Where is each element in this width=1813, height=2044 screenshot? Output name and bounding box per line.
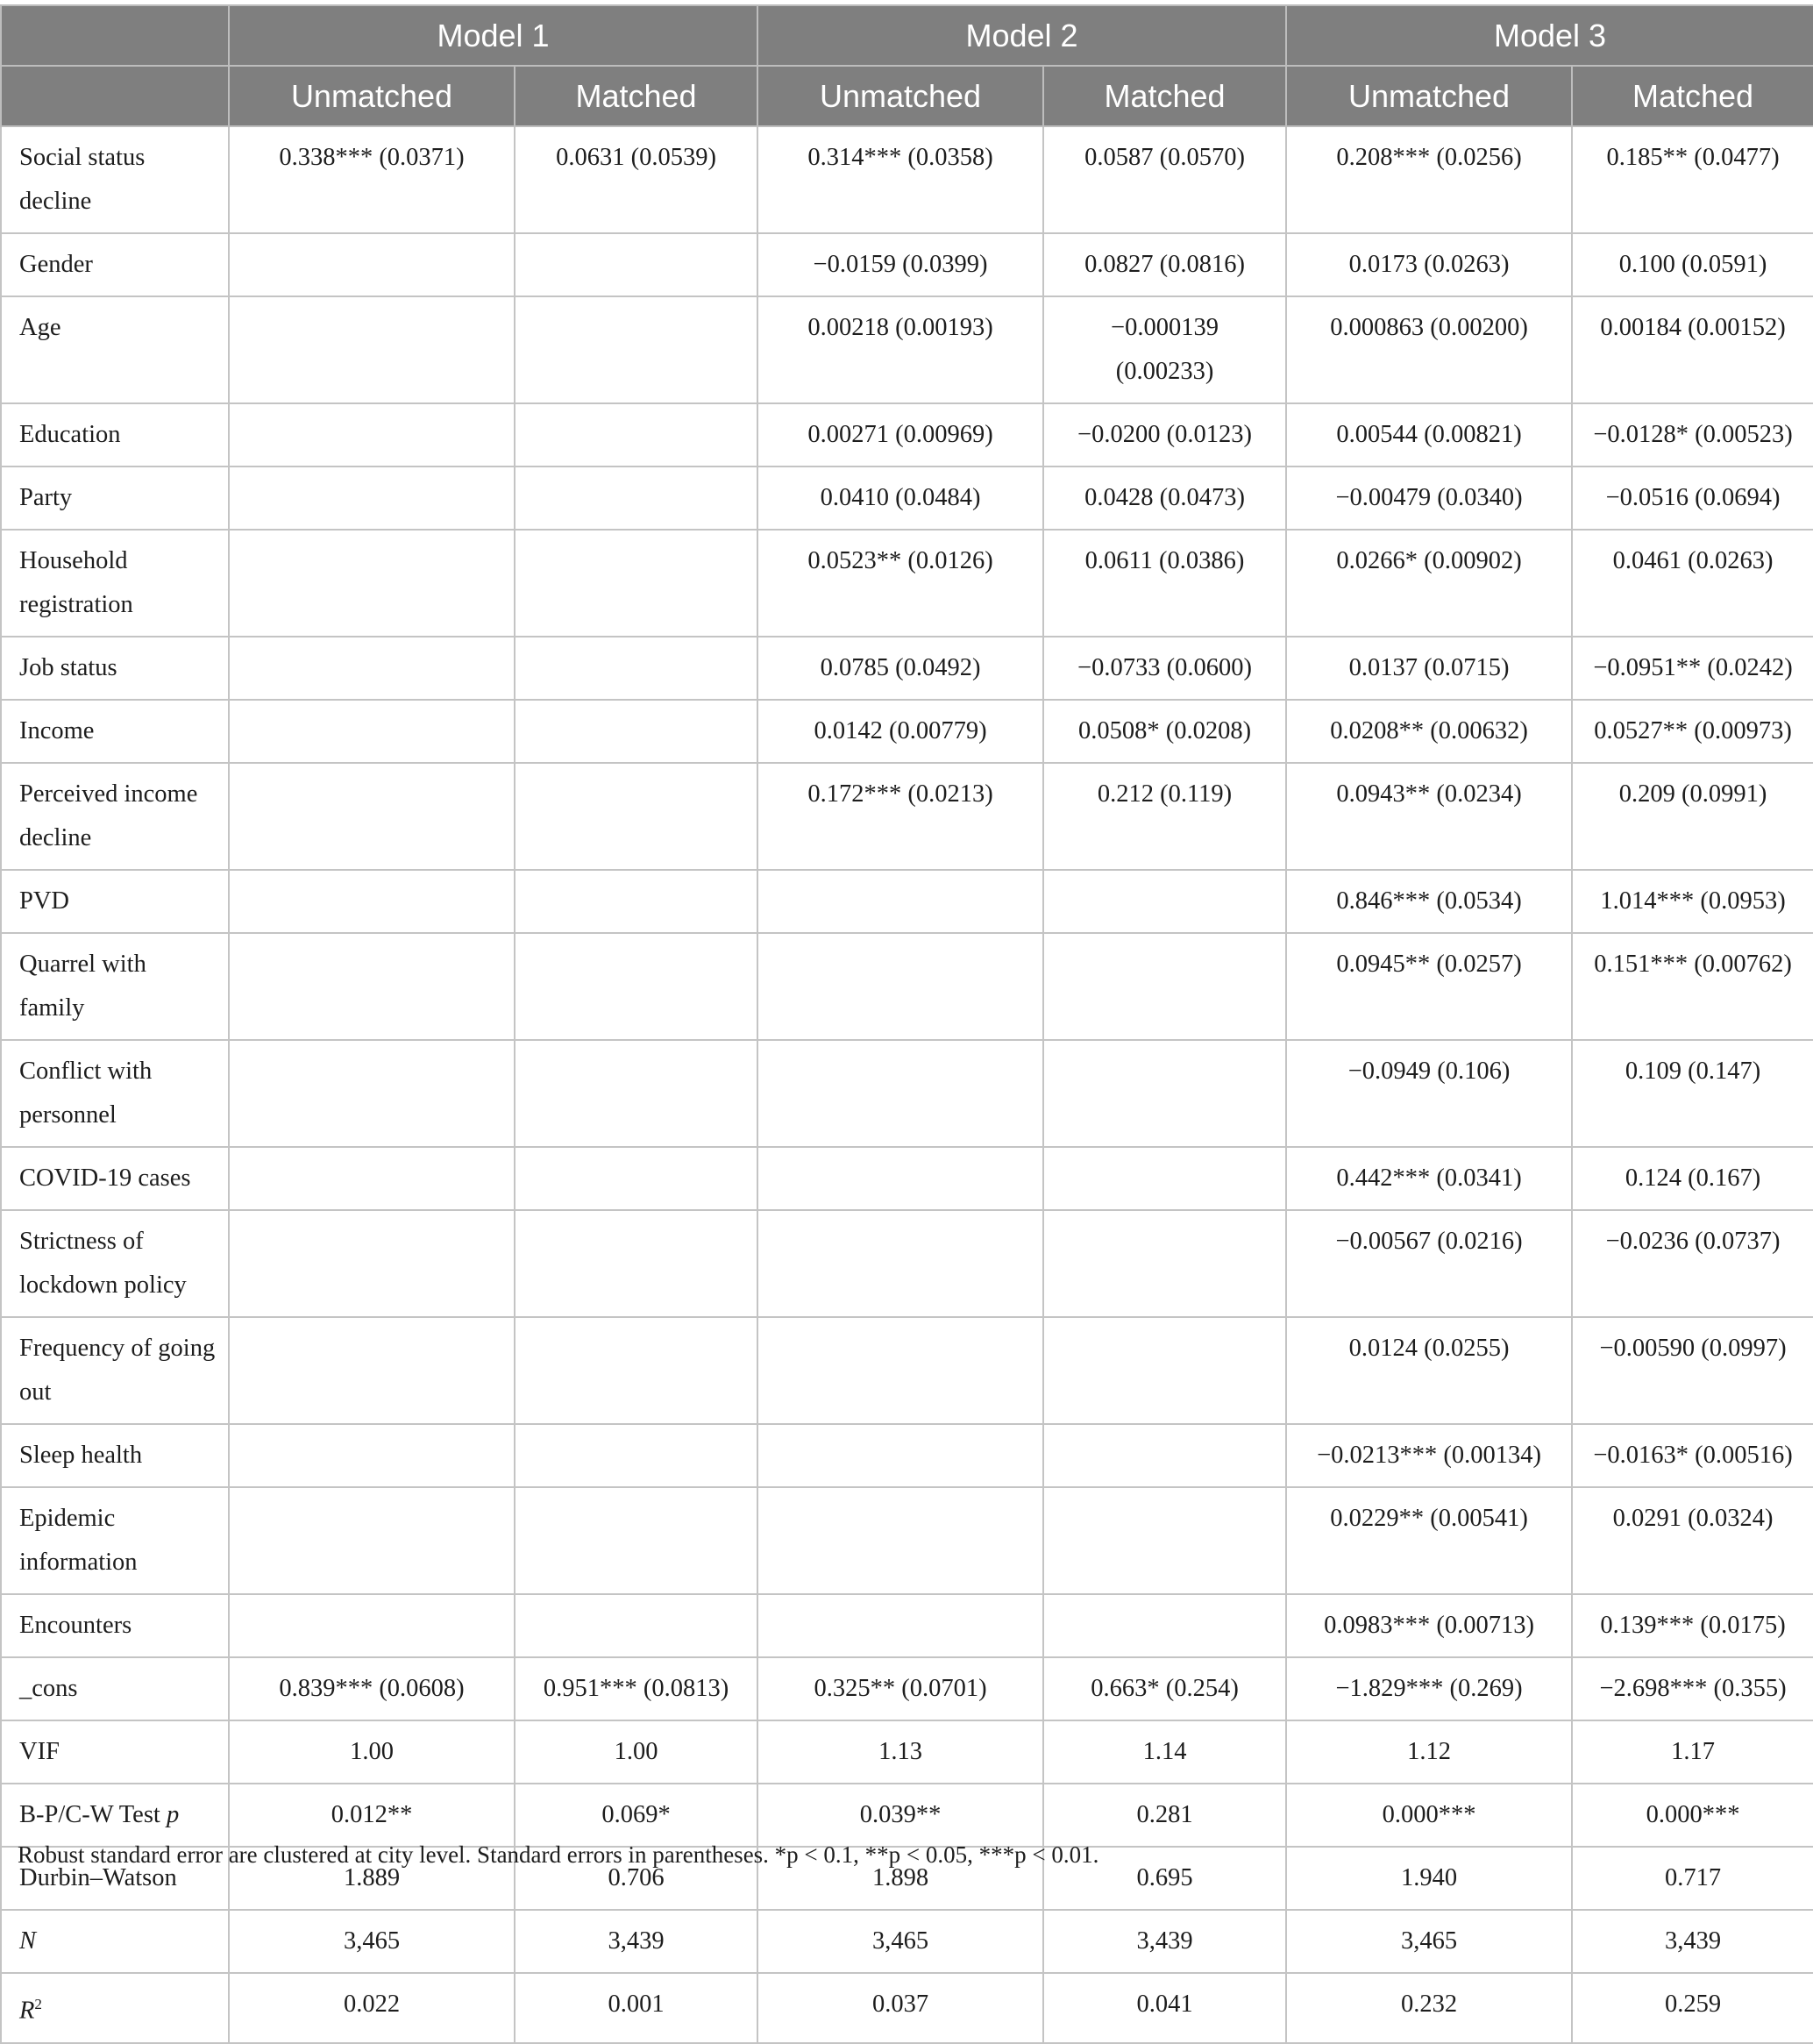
table-cell: 3,439	[1043, 1910, 1286, 1973]
table-cell	[229, 1210, 515, 1317]
table-cell	[229, 763, 515, 870]
table-row	[1, 700, 1813, 763]
table-cell: −0.00590 (0.0997)	[1572, 1317, 1813, 1424]
table-row	[1, 1424, 1813, 1487]
table-cell: 0.212 (0.119)	[1043, 763, 1286, 870]
table-cell	[229, 870, 515, 933]
table-cell: 0.000***	[1572, 1784, 1813, 1847]
row-label: Conflict with personnel	[1, 1040, 229, 1147]
table-cell: 0.100 (0.0591)	[1572, 233, 1813, 296]
subheader-m3-matched: Matched	[1572, 66, 1813, 126]
table-cell: −0.00479 (0.0340)	[1286, 466, 1572, 530]
table-cell: −0.0733 (0.0600)	[1043, 637, 1286, 700]
table-cell: 0.208*** (0.0256)	[1286, 126, 1572, 233]
table-cell: 0.0266* (0.00902)	[1286, 530, 1572, 637]
table-row	[1, 1973, 1813, 2043]
table-cell	[515, 233, 757, 296]
row-label: Age	[1, 296, 229, 403]
table-cell: −0.0128* (0.00523)	[1572, 403, 1813, 466]
table-cell: 0.139*** (0.0175)	[1572, 1594, 1813, 1657]
table-cell: 0.0208** (0.00632)	[1286, 700, 1572, 763]
row-label: Frequency of going out	[1, 1317, 229, 1424]
table-cell: 0.695	[1043, 1847, 1286, 1910]
table-cell	[515, 637, 757, 700]
table-cell: 0.0785 (0.0492)	[757, 637, 1043, 700]
table-cell: 0.124 (0.167)	[1572, 1147, 1813, 1210]
table-cell: 3,465	[757, 1910, 1043, 1973]
table-cell	[229, 466, 515, 530]
table-cell: −0.0213*** (0.00134)	[1286, 1424, 1572, 1487]
table-cell	[229, 296, 515, 403]
table-cell	[229, 1487, 515, 1594]
table-cell: 0.069*	[515, 1784, 757, 1847]
table-cell: 0.314*** (0.0358)	[757, 126, 1043, 233]
table-cell: 0.0124 (0.0255)	[1286, 1317, 1572, 1424]
table-cell: −0.0200 (0.0123)	[1043, 403, 1286, 466]
table-cell: −0.0951** (0.0242)	[1572, 637, 1813, 700]
model-1-header: Model 1	[229, 5, 757, 66]
table-cell: 1.014*** (0.0953)	[1572, 870, 1813, 933]
row-label: Strictness of lockdown policy	[1, 1210, 229, 1317]
table-cell: 3,465	[229, 1910, 515, 1973]
table-cell	[1043, 870, 1286, 933]
table-cell	[515, 466, 757, 530]
row-label: Quarrel with family	[1, 933, 229, 1040]
table-cell: 0.209 (0.0991)	[1572, 763, 1813, 870]
table-footnote	[18, 1841, 1098, 1869]
table-cell: 0.717	[1572, 1847, 1813, 1910]
table-cell: 0.0229** (0.00541)	[1286, 1487, 1572, 1594]
table-cell: 0.022	[229, 1973, 515, 2043]
table-cell: 0.0291 (0.0324)	[1572, 1487, 1813, 1594]
table-cell: 0.442*** (0.0341)	[1286, 1147, 1572, 1210]
table-row	[1, 637, 1813, 700]
table-cell: 0.0523** (0.0126)	[757, 530, 1043, 637]
table-cell	[229, 700, 515, 763]
table-row	[1, 1317, 1813, 1424]
table-cell: −0.0516 (0.0694)	[1572, 466, 1813, 530]
table-cell	[1043, 1210, 1286, 1317]
table-cell: 1.13	[757, 1720, 1043, 1784]
row-label: Job status	[1, 637, 229, 700]
table-cell	[515, 1487, 757, 1594]
table-cell	[229, 1147, 515, 1210]
table-cell	[515, 530, 757, 637]
row-label: PVD	[1, 870, 229, 933]
row-label: Encounters	[1, 1594, 229, 1657]
table-row	[1, 1040, 1813, 1147]
table-row	[1, 296, 1813, 403]
table-cell: 0.0587 (0.0570)	[1043, 126, 1286, 233]
table-cell	[515, 1594, 757, 1657]
table-row	[1, 1147, 1813, 1210]
table-cell	[757, 1317, 1043, 1424]
table-header	[1, 5, 1813, 126]
table-cell: 1.898	[757, 1847, 1043, 1910]
table-cell: −0.0163* (0.00516)	[1572, 1424, 1813, 1487]
model-3-header: Model 3	[1286, 5, 1813, 66]
table-cell	[515, 700, 757, 763]
table-cell	[1043, 1317, 1286, 1424]
row-label: Social status decline	[1, 126, 229, 233]
row-label: COVID-19 cases	[1, 1147, 229, 1210]
table-cell: −2.698*** (0.355)	[1572, 1657, 1813, 1720]
row-label: Party	[1, 466, 229, 530]
table-cell	[1043, 1040, 1286, 1147]
table-cell	[515, 1040, 757, 1147]
table-cell	[757, 1487, 1043, 1594]
table-cell: 0.039**	[757, 1784, 1043, 1847]
table-cell: 0.0945** (0.0257)	[1286, 933, 1572, 1040]
regression-table-container	[0, 4, 1813, 2044]
table-cell: 0.259	[1572, 1973, 1813, 2043]
table-cell: −0.00567 (0.0216)	[1286, 1210, 1572, 1317]
table-cell: 0.037	[757, 1973, 1043, 2043]
table-cell: 0.0461 (0.0263)	[1572, 530, 1813, 637]
corner-subheader-cell	[1, 66, 229, 126]
table-cell	[757, 933, 1043, 1040]
row-label: Perceived income decline	[1, 763, 229, 870]
table-cell: 0.109 (0.147)	[1572, 1040, 1813, 1147]
subheader-m2-matched: Matched	[1043, 66, 1286, 126]
table-cell: 1.12	[1286, 1720, 1572, 1784]
row-label: B-P/C-W Test p	[1, 1784, 229, 1847]
row-label: Durbin–Watson	[1, 1847, 229, 1910]
table-cell: 0.0508* (0.0208)	[1043, 700, 1286, 763]
table-row	[1, 933, 1813, 1040]
table-body	[1, 126, 1813, 2043]
table-cell	[515, 296, 757, 403]
table-cell	[757, 870, 1043, 933]
table-cell	[229, 1424, 515, 1487]
table-cell: 0.151*** (0.00762)	[1572, 933, 1813, 1040]
subheader-m1-matched: Matched	[515, 66, 757, 126]
model-2-header: Model 2	[757, 5, 1286, 66]
table-cell	[229, 403, 515, 466]
table-cell: 0.001	[515, 1973, 757, 2043]
table-cell	[515, 1210, 757, 1317]
table-cell: 1.889	[229, 1847, 515, 1910]
subheader-m3-unmatched: Unmatched	[1286, 66, 1572, 126]
table-row	[1, 1657, 1813, 1720]
model-header-row	[1, 5, 1813, 66]
table-row	[1, 233, 1813, 296]
table-cell: 1.14	[1043, 1720, 1286, 1784]
table-cell	[229, 933, 515, 1040]
table-cell: 0.0527** (0.00973)	[1572, 700, 1813, 763]
table-cell: 0.185** (0.0477)	[1572, 126, 1813, 233]
table-cell: 0.0410 (0.0484)	[757, 466, 1043, 530]
table-cell	[515, 403, 757, 466]
row-label: $R^2$	[1, 1973, 229, 2043]
table-cell	[229, 233, 515, 296]
table-cell: 3,465	[1286, 1910, 1572, 1973]
table-cell: 0.706	[515, 1847, 757, 1910]
table-cell	[757, 1424, 1043, 1487]
row-label: Income	[1, 700, 229, 763]
subheader-m1-unmatched: Unmatched	[229, 66, 515, 126]
table-cell: 0.012**	[229, 1784, 515, 1847]
table-cell: 0.0173 (0.0263)	[1286, 233, 1572, 296]
footnote-text: Robust standard error are clustered at city level. Standard errors in parentheses. *p < 0.1, **p < 0.05, ***p < 0.01.	[18, 1841, 1099, 1868]
table-cell: 0.839*** (0.0608)	[229, 1657, 515, 1720]
subheader-m2-unmatched: Unmatched	[757, 66, 1043, 126]
row-label: Sleep health	[1, 1424, 229, 1487]
table-cell	[757, 1210, 1043, 1317]
table-cell: 0.0137 (0.0715)	[1286, 637, 1572, 700]
table-cell	[229, 1317, 515, 1424]
table-row	[1, 763, 1813, 870]
table-row	[1, 1210, 1813, 1317]
subheader-row	[1, 66, 1813, 126]
table-cell: 0.041	[1043, 1973, 1286, 2043]
table-cell	[757, 1147, 1043, 1210]
table-cell: 0.232	[1286, 1973, 1572, 2043]
table-cell: 1.17	[1572, 1720, 1813, 1784]
table-row	[1, 1720, 1813, 1784]
row-label: Household registration	[1, 530, 229, 637]
table-row	[1, 466, 1813, 530]
table-cell: 1.940	[1286, 1847, 1572, 1910]
table-cell: 0.281	[1043, 1784, 1286, 1847]
table-row	[1, 126, 1813, 233]
table-cell	[1043, 1424, 1286, 1487]
table-cell: 0.00271 (0.00969)	[757, 403, 1043, 466]
table-cell: 1.00	[229, 1720, 515, 1784]
table-cell	[1043, 933, 1286, 1040]
row-label: Epidemic information	[1, 1487, 229, 1594]
table-cell	[515, 1147, 757, 1210]
table-cell	[515, 1424, 757, 1487]
table-row	[1, 1487, 1813, 1594]
table-cell: 0.951*** (0.0813)	[515, 1657, 757, 1720]
table-cell: −0.0236 (0.0737)	[1572, 1210, 1813, 1317]
table-row	[1, 530, 1813, 637]
table-cell	[1043, 1487, 1286, 1594]
table-cell: 0.0943** (0.0234)	[1286, 763, 1572, 870]
corner-header-cell	[1, 5, 229, 66]
table-cell: −0.0159 (0.0399)	[757, 233, 1043, 296]
table-cell: 0.172*** (0.0213)	[757, 763, 1043, 870]
table-cell	[1043, 1594, 1286, 1657]
table-row	[1, 870, 1813, 933]
table-cell: −0.000139 (0.00233)	[1043, 296, 1286, 403]
table-cell	[229, 1594, 515, 1657]
table-row	[1, 1784, 1813, 1847]
table-cell: 1.00	[515, 1720, 757, 1784]
table-cell: 0.338*** (0.0371)	[229, 126, 515, 233]
table-cell	[757, 1594, 1043, 1657]
table-cell: 0.0827 (0.0816)	[1043, 233, 1286, 296]
row-label: N	[1, 1910, 229, 1973]
table-row	[1, 403, 1813, 466]
table-cell: 0.00544 (0.00821)	[1286, 403, 1572, 466]
table-cell: 0.000863 (0.00200)	[1286, 296, 1572, 403]
table-cell	[229, 1040, 515, 1147]
table-cell: 0.00184 (0.00152)	[1572, 296, 1813, 403]
table-cell: 0.0142 (0.00779)	[757, 700, 1043, 763]
table-cell: 3,439	[1572, 1910, 1813, 1973]
table-cell	[1043, 1147, 1286, 1210]
table-cell: 0.0611 (0.0386)	[1043, 530, 1286, 637]
table-cell: 0.000***	[1286, 1784, 1572, 1847]
row-label: Gender	[1, 233, 229, 296]
table-row	[1, 1910, 1813, 1973]
table-cell	[515, 1317, 757, 1424]
table-cell	[515, 763, 757, 870]
table-cell: −1.829*** (0.269)	[1286, 1657, 1572, 1720]
table-cell: −0.0949 (0.106)	[1286, 1040, 1572, 1147]
table-cell	[515, 933, 757, 1040]
row-label: _cons	[1, 1657, 229, 1720]
table-cell	[229, 530, 515, 637]
table-cell	[757, 1040, 1043, 1147]
regression-table	[0, 4, 1813, 2044]
table-cell	[229, 637, 515, 700]
table-cell: 0.0631 (0.0539)	[515, 126, 757, 233]
table-cell: 0.325** (0.0701)	[757, 1657, 1043, 1720]
table-cell: 0.0983*** (0.00713)	[1286, 1594, 1572, 1657]
table-cell: 0.00218 (0.00193)	[757, 296, 1043, 403]
row-label: Education	[1, 403, 229, 466]
table-row	[1, 1594, 1813, 1657]
table-cell: 0.663* (0.254)	[1043, 1657, 1286, 1720]
table-cell: 0.846*** (0.0534)	[1286, 870, 1572, 933]
table-cell	[515, 870, 757, 933]
row-label: VIF	[1, 1720, 229, 1784]
table-cell: 0.0428 (0.0473)	[1043, 466, 1286, 530]
table-cell: 3,439	[515, 1910, 757, 1973]
